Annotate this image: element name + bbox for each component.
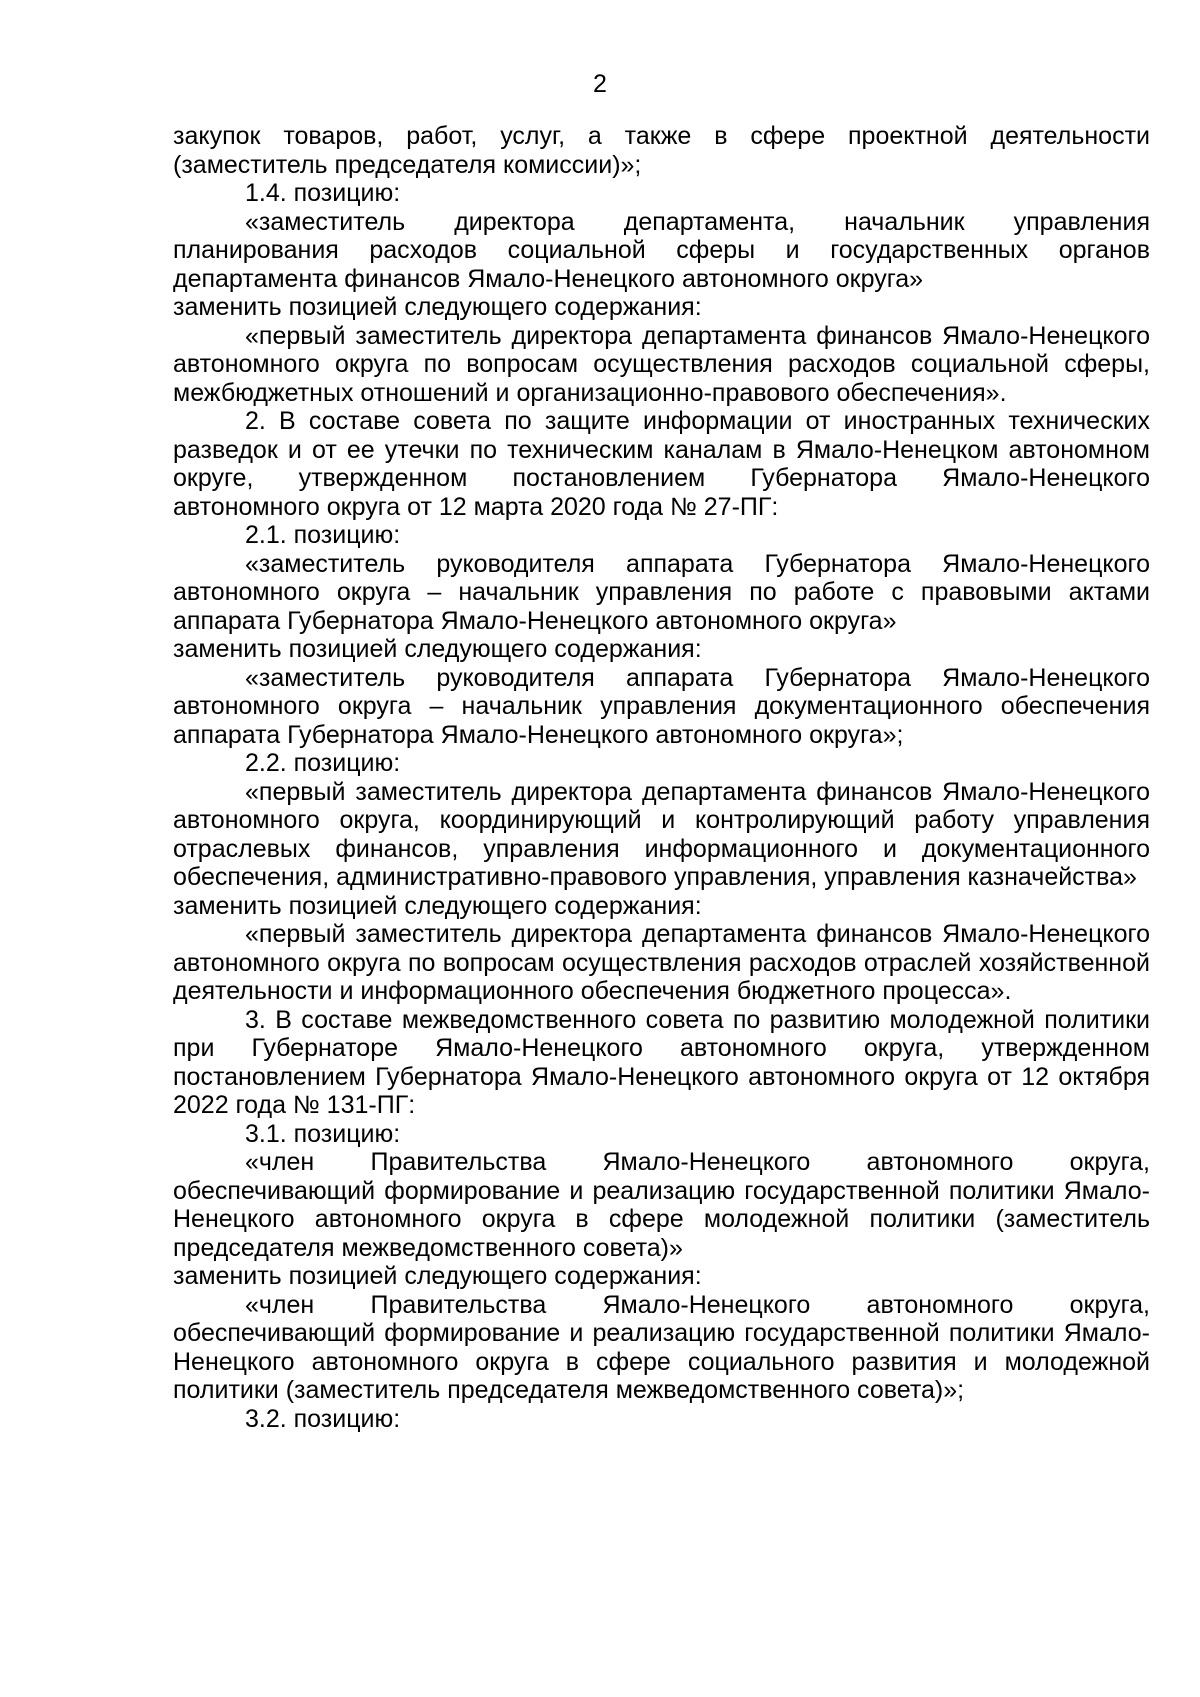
paragraph: закупок товаров, работ, услуг, а также в сфере проектной деятельности (заместитель председателя комиссии)»; (173, 122, 1150, 179)
paragraph: заменить позицией следующего содержания: (173, 1262, 702, 1290)
paragraph: «первый заместитель директора департамента финансов Ямало-Ненецкого автономного округа, координирующий и контролирующий работу управления отраслевых финансов, управления информационного и документационного обеспечения, административно-правового управления, управления казначейства» (173, 777, 1150, 891)
paragraph: «первый заместитель директора департамента финансов Ямало-Ненецкого автономного округа по вопросам осуществления расходов отраслей хозяйственной деятельности и информационного обеспечения бюджетного процесса». (173, 920, 1150, 1005)
paragraph: 2.2. позицию: (245, 749, 401, 777)
document-body (173, 122, 1150, 1433)
paragraph: 3.1. позицию: (245, 1119, 401, 1148)
page-number: 2 (593, 70, 607, 98)
paragraph: «заместитель руководителя аппарата Губернатора Ямало-Ненецкого автономного округа – начальник управления документационного обеспечения аппарата Губернатора Ямало-Ненецкого автономного округа»; (173, 663, 1150, 749)
paragraph: 3.2. позицию: (245, 1404, 401, 1433)
paragraph: 2.1. позицию: (245, 521, 401, 549)
paragraph: «первый заместитель директора департамента финансов Ямало-Ненецкого автономного округа по вопросам осуществления расходов социальной сферы, межбюджетных отношений и организационно-правового обеспечения». (173, 321, 1150, 407)
paragraph: 1.4. позицию: (245, 179, 401, 207)
paragraph: заменить позицией следующего содержания: (173, 635, 702, 663)
paragraph: «заместитель руководителя аппарата Губернатора Ямало-Ненецкого автономного округа – начальник управления по работе с правовыми актами аппарата Губернатора Ямало-Ненецкого автономного округа» (173, 549, 1150, 635)
paragraph: заменить позицией следующего содержания: (173, 293, 702, 321)
paragraph: «член Правительства Ямало-Ненецкого автономного округа, обеспечивающий формирование и реализацию государственной политики Ямало-Ненецкого автономного округа в сфере социального развития и молодежной политики (заместитель председателя межведомственного совета)»; (173, 1290, 1150, 1404)
paragraph: 2. В составе совета по защите информации от иностранных технических разведок и от ее утечки по техническим каналам в Ямало-Ненецком автономном округе, утвержденном постановлением Губернатора Ямало-Ненецкого автономного округа от 12 марта 2020 года № 27-ПГ: (173, 407, 1150, 521)
paragraph: 3. В составе межведомственного совета по развитию молодежной политики при Губернаторе Ямало-Ненецкого автономного округа, утвержденном постановлением Губернатора Ямало-Ненецкого автономного округа от 12 октября 2022 года № 131-ПГ: (173, 1005, 1150, 1119)
paragraph: «заместитель директора департамента, начальник управления планирования расходов социальной сферы и государственных органов департамента финансов Ямало-Ненецкого автономного округа» (173, 207, 1150, 293)
paragraph: заменить позицией следующего содержания: (173, 891, 702, 920)
paragraph: «член Правительства Ямало-Ненецкого автономного округа, обеспечивающий формирование и реализацию государственной политики Ямало-Ненецкого автономного округа в сфере молодежной политики (заместитель председателя межведомственного совета)» (173, 1148, 1150, 1262)
